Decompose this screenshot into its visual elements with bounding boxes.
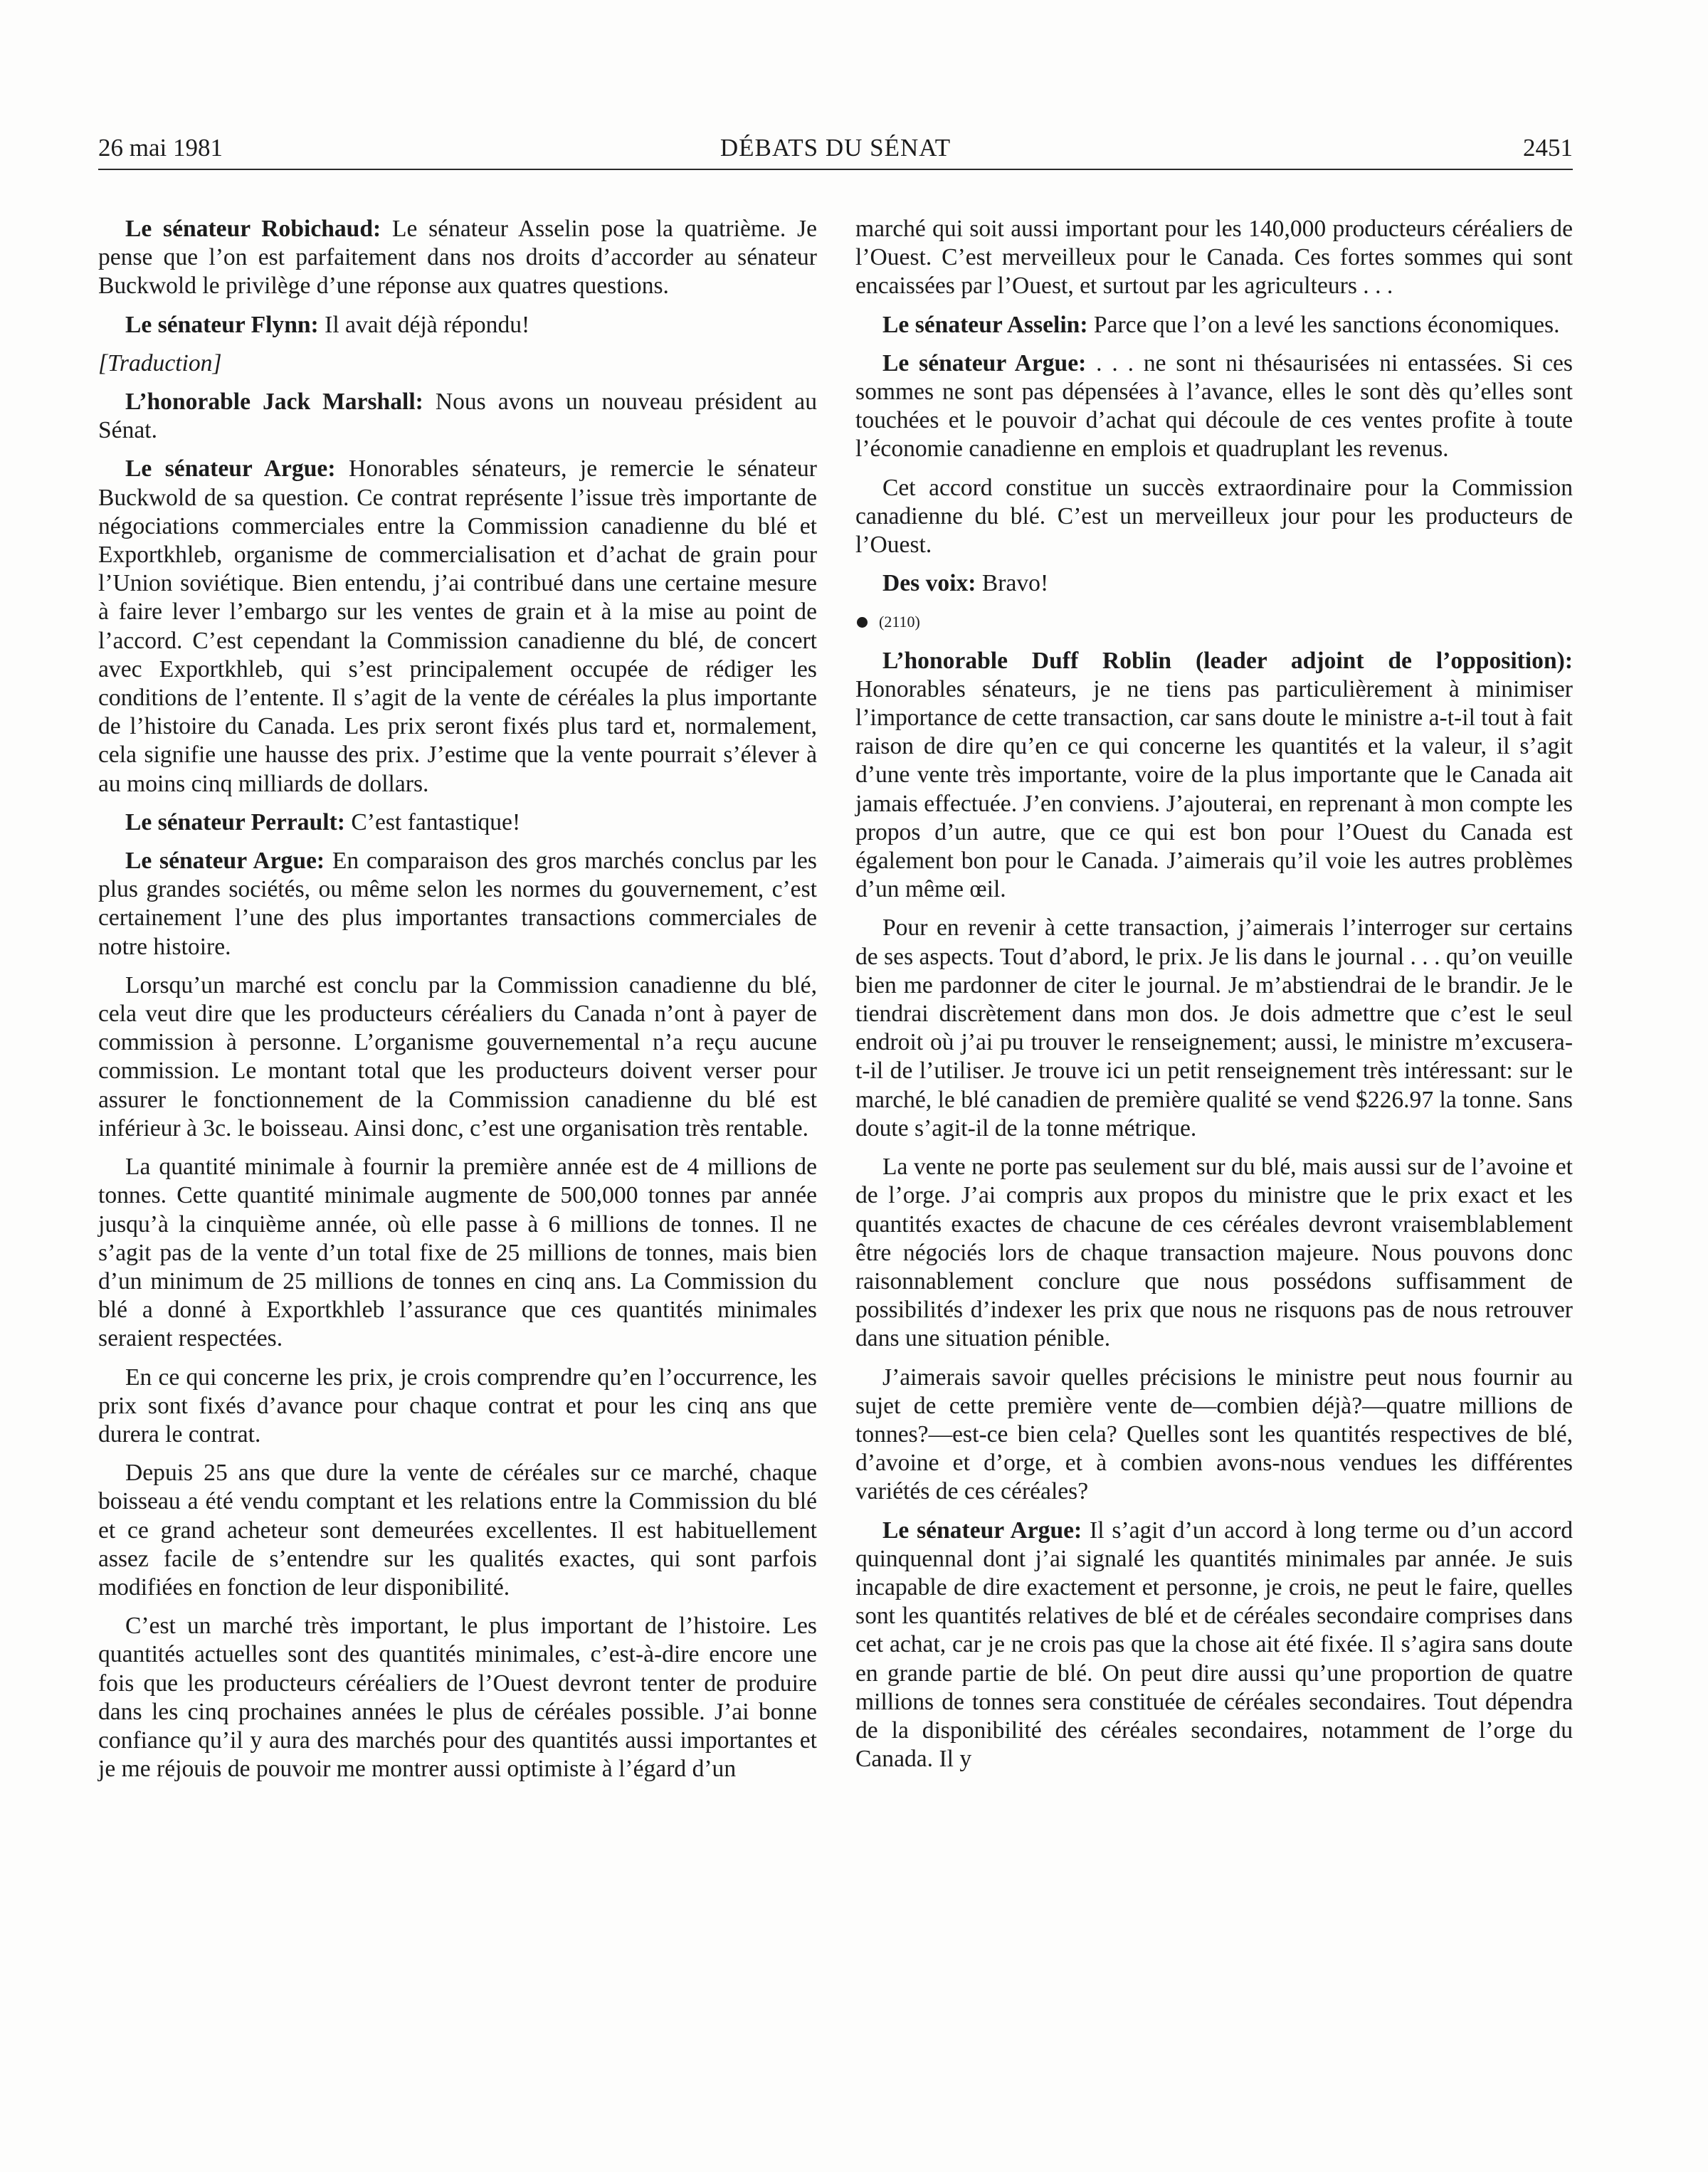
bullet-dot-icon: [857, 617, 868, 628]
speech-text: Nous avons un nouveau président au Sénat.: [98, 389, 817, 444]
speech-text: Honorables sénateurs, je ne tiens pas particulièrement à minimiser l’importance de cette transaction, car sans doute le ministre a-t-il tout à fait raison de dire qu’en ce qui concerne les quantités et la valeur, il s’agit d’une vente très importante, voire de la plus importante que le Canada ait jamais effectuée. J’en conviens. J’ajouterai, en reprenant à mon compte les propos d’un autre, que ce qui est bon pour l’Ouest du Canada est également bon pour le Canada. J’aimerais qu’il voie les autres problèmes d’un même œil.: [855, 675, 1573, 903]
paragraph: Pour en revenir à cette transaction, j’aimerais l’interroger sur certains de ses aspects. Tout d’abord, le prix. Je lis dans le journal . . . qu’on veuille bien me pardonner de citer le journal. Je m’abstiendrai de le brandir. Je le tiendrai discrètement dans mon dos. Je dois admettre que c’est le seul endroit où j’ai pu trouver le renseignement; aussi, le ministre m’excusera-t-il de l’utiliser. Je trouve ici un petit renseignement très intéressant: sur le marché, le blé canadien de première qualité se vend $226.97 la tonne. Sans doute s’agit-il de la tonne métrique.: [855, 914, 1573, 1142]
paragraph: [855, 647, 1573, 905]
speaker-name: L’honorable Jack Marshall:: [125, 389, 423, 416]
header-rule: [98, 169, 1573, 170]
paragraph: [855, 1517, 1573, 1774]
paragraph: [98, 388, 817, 445]
translation-note: [98, 349, 817, 378]
paragraph: [98, 455, 817, 798]
paragraph: [855, 349, 1573, 464]
header-date: 26 mai 1981: [98, 134, 223, 162]
speech-text: Il s’agit d’un accord à long terme ou d’un accord quinquennal dont j’ai signalé les quantités minimales par année. Je suis incapable de dire exactement et personne, je crois, ne peut le faire, quelles sont les quantités relatives de blé et de céréales secondaire comprises dans cet achat, car je ne crois pas que la chose ait été fixée. Il s’agira sans doute en grande partie de blé. On peut dire aussi qu’une proportion de quatre millions de tonnes sera constituée de céréales secondaires. Tout dépendra de la disponibilité des céréales secondaires, notamment de l’orge du Canada. Il y: [855, 1517, 1573, 1773]
paragraph: Depuis 25 ans que dure la vente de céréales sur ce marché, chaque boisseau a été vendu comptant et les relations entre la Commission du blé et ce grand acheteur sont demeurées excellentes. Il est habituellement assez facile de s’entendre sur les qualités exactes, qui sont parfois modifiées en fonction de leur disponibilité.: [98, 1460, 817, 1601]
speech-text: Bravo!: [976, 570, 1049, 597]
speech-text: Honorables sénateurs, je remercie le sénateur Buckwold de sa question. Ce contrat représente l’issue très importante de négociations commerciales entre la Commission canadienne du blé et Exportkhleb, organisme de commercialisation et d’achat de grain pour l’Union soviétique. Bien entendu, j’ai contribué dans une certaine mesure à faire lever l’embargo sur les ventes de grain et à la mise au point de l’accord. C’est cependant la Commission canadienne du blé, de concert avec Exportkhleb, qui s’est principalement occupée de rédiger les conditions de l’entente. Il s’agit de la vente de céréales la plus importante de l’histoire du Canada. Les prix seront fixés plus tard et, normalement, cela signifie une hausse des prix. J’estime que la vente pourrait s’élever à au moins cinq milliards de dollars.: [98, 455, 817, 797]
paragraph: La quantité minimale à fournir la première année est de 4 millions de tonnes. Cette quantité minimale augmente de 500,000 tonnes par année jusqu’à la cinquième année, où elle passe à 6 millions de tonnes. Il ne s’agit pas de la vente d’un total fixe de 25 millions de tonnes, mais bien d’un minimum de 25 millions de tonnes en cinq ans. La Commission du blé a donné à Exportkhleb l’assurance que ces quantités minimales seraient respectées.: [98, 1154, 817, 1352]
header-title: DÉBATS DU SÉNAT: [719, 134, 951, 162]
paragraph: [98, 215, 817, 301]
page-header: [98, 134, 1573, 169]
speech-text: En comparaison des gros marchés conclus par les plus grandes sociétés, ou même selon les normes du gouvernement, c’est certainement l’une des plus importantes transactions commerciales de notre histoire.: [98, 848, 818, 960]
speaker-name: Le sénateur Argue:: [882, 349, 1087, 376]
speaker-name: Le sénateur Perrault:: [125, 808, 345, 835]
speech-text: . . . ne sont ni thésaurisées ni entassées. Si ces sommes ne sont pas dépensées à l’avance, elles le sont dès qu’elles sont touchées et le pouvoir d’achat qui découle de ces ventes profite à toute l’économie canadienne en emplois et quadruplant les revenus.: [855, 349, 1573, 463]
paragraph: [98, 311, 817, 339]
speaker-name: Le sénateur Asselin:: [882, 311, 1088, 338]
paragraph: Cet accord constitue un succès extraordinaire pour la Commission canadienne du blé. C’est un merveilleux jour pour les producteurs de l’Ouest.: [855, 474, 1573, 559]
time-marker: [855, 608, 1573, 636]
speech-text: Le sénateur Asselin pose la quatrième. Je pense que l’on est parfaitement dans nos droits d’accorder au sénateur Buckwold le privilège d’une réponse aux quatres questions.: [98, 216, 817, 300]
translation-label: [Traduction]: [98, 349, 222, 376]
header-page-number: 2451: [1523, 134, 1573, 162]
paragraph: [855, 569, 1573, 598]
paragraph: En ce qui concerne les prix, je crois comprendre qu’en l’occurrence, les prix sont fixés d’avance pour chaque contrat et pour les cinq ans que durera le contrat.: [98, 1364, 817, 1448]
speaker-name: L’honorable Duff Roblin (leader adjoint de l’opposition):: [882, 647, 1573, 674]
speech-text: Il avait déjà répondu!: [318, 311, 530, 338]
paragraph: La vente ne porte pas seulement sur du blé, mais aussi sur de l’avoine et de l’orge. J’ai compris aux propos du ministre que le prix exact et les quantités exactes de chacune de ces céréales devront vraisemblablement être négociés lors de chaque transaction majeure. Nous pouvons donc raisonnablement conclure que nous possédons suffisamment de possibilités d’indexer les prix que nous ne risquons pas de nous retrouver dans une situation pénible.: [855, 1154, 1573, 1352]
paragraph: Lorsqu’un marché est conclu par la Commission canadienne du blé, cela veut dire que les producteurs céréaliers du Canada n’ont à payer de commission à personne. L’organisme gouvernemental n’a reçu aucune commission. Le montant total que les producteurs doivent verser pour assurer le fonctionnement de la Commission canadienne du blé est inférieur à 3c. le boisseau. Ainsi donc, c’est une organisation très rentable.: [98, 971, 817, 1142]
time-marker-label: (2110): [879, 613, 920, 631]
speaker-name: Le sénateur Robichaud:: [125, 216, 381, 242]
right-column: [855, 215, 1573, 1783]
speaker-name: Le sénateur Flynn:: [125, 311, 319, 338]
speaker-name: Le sénateur Argue:: [882, 1517, 1082, 1544]
speaker-name: Le sénateur Argue:: [125, 455, 336, 483]
speaker-name: Le sénateur Argue:: [125, 848, 325, 875]
paragraph-continued: marché qui soit aussi important pour les 140,000 producteurs céréaliers de l’Ouest. C’est merveilleux pour le Canada. Ces fortes sommes qui sont encaissées par l’Ouest, et surtout par les agriculteurs . . .: [855, 216, 1573, 300]
paragraph: [98, 808, 817, 837]
paragraph: [855, 311, 1573, 339]
paragraph: [98, 847, 817, 961]
speaker-name: Des voix:: [882, 570, 976, 597]
paragraph: J’aimerais savoir quelles précisions le ministre peut nous fournir au sujet de cette première vente de—combien déjà?—quatre millions de tonnes?—est-ce bien cela? Quelles sont les quantités respectives de blé, d’avoine et d’orge, et à combien avons-nous vendues les différentes variétés de ces céréales?: [855, 1364, 1573, 1505]
paragraph: C’est un marché très important, le plus important de l’histoire. Les quantités actuelles sont des quantités minimales, c’est-à-dire encore une fois que les producteurs céréaliers de l’Ouest devront tenter de produire dans les cinq prochaines années le plus de céréales possible. J’ai bonne confiance qu’il y aura des marchés pour des quantités aussi importantes et je me réjouis de pouvoir me montrer aussi optimiste à l’égard d’un: [98, 1613, 817, 1783]
left-column: [98, 215, 817, 1793]
speech-text: C’est fantastique!: [344, 808, 521, 835]
speech-text: Parce que l’on a levé les sanctions économiques.: [1087, 311, 1560, 338]
